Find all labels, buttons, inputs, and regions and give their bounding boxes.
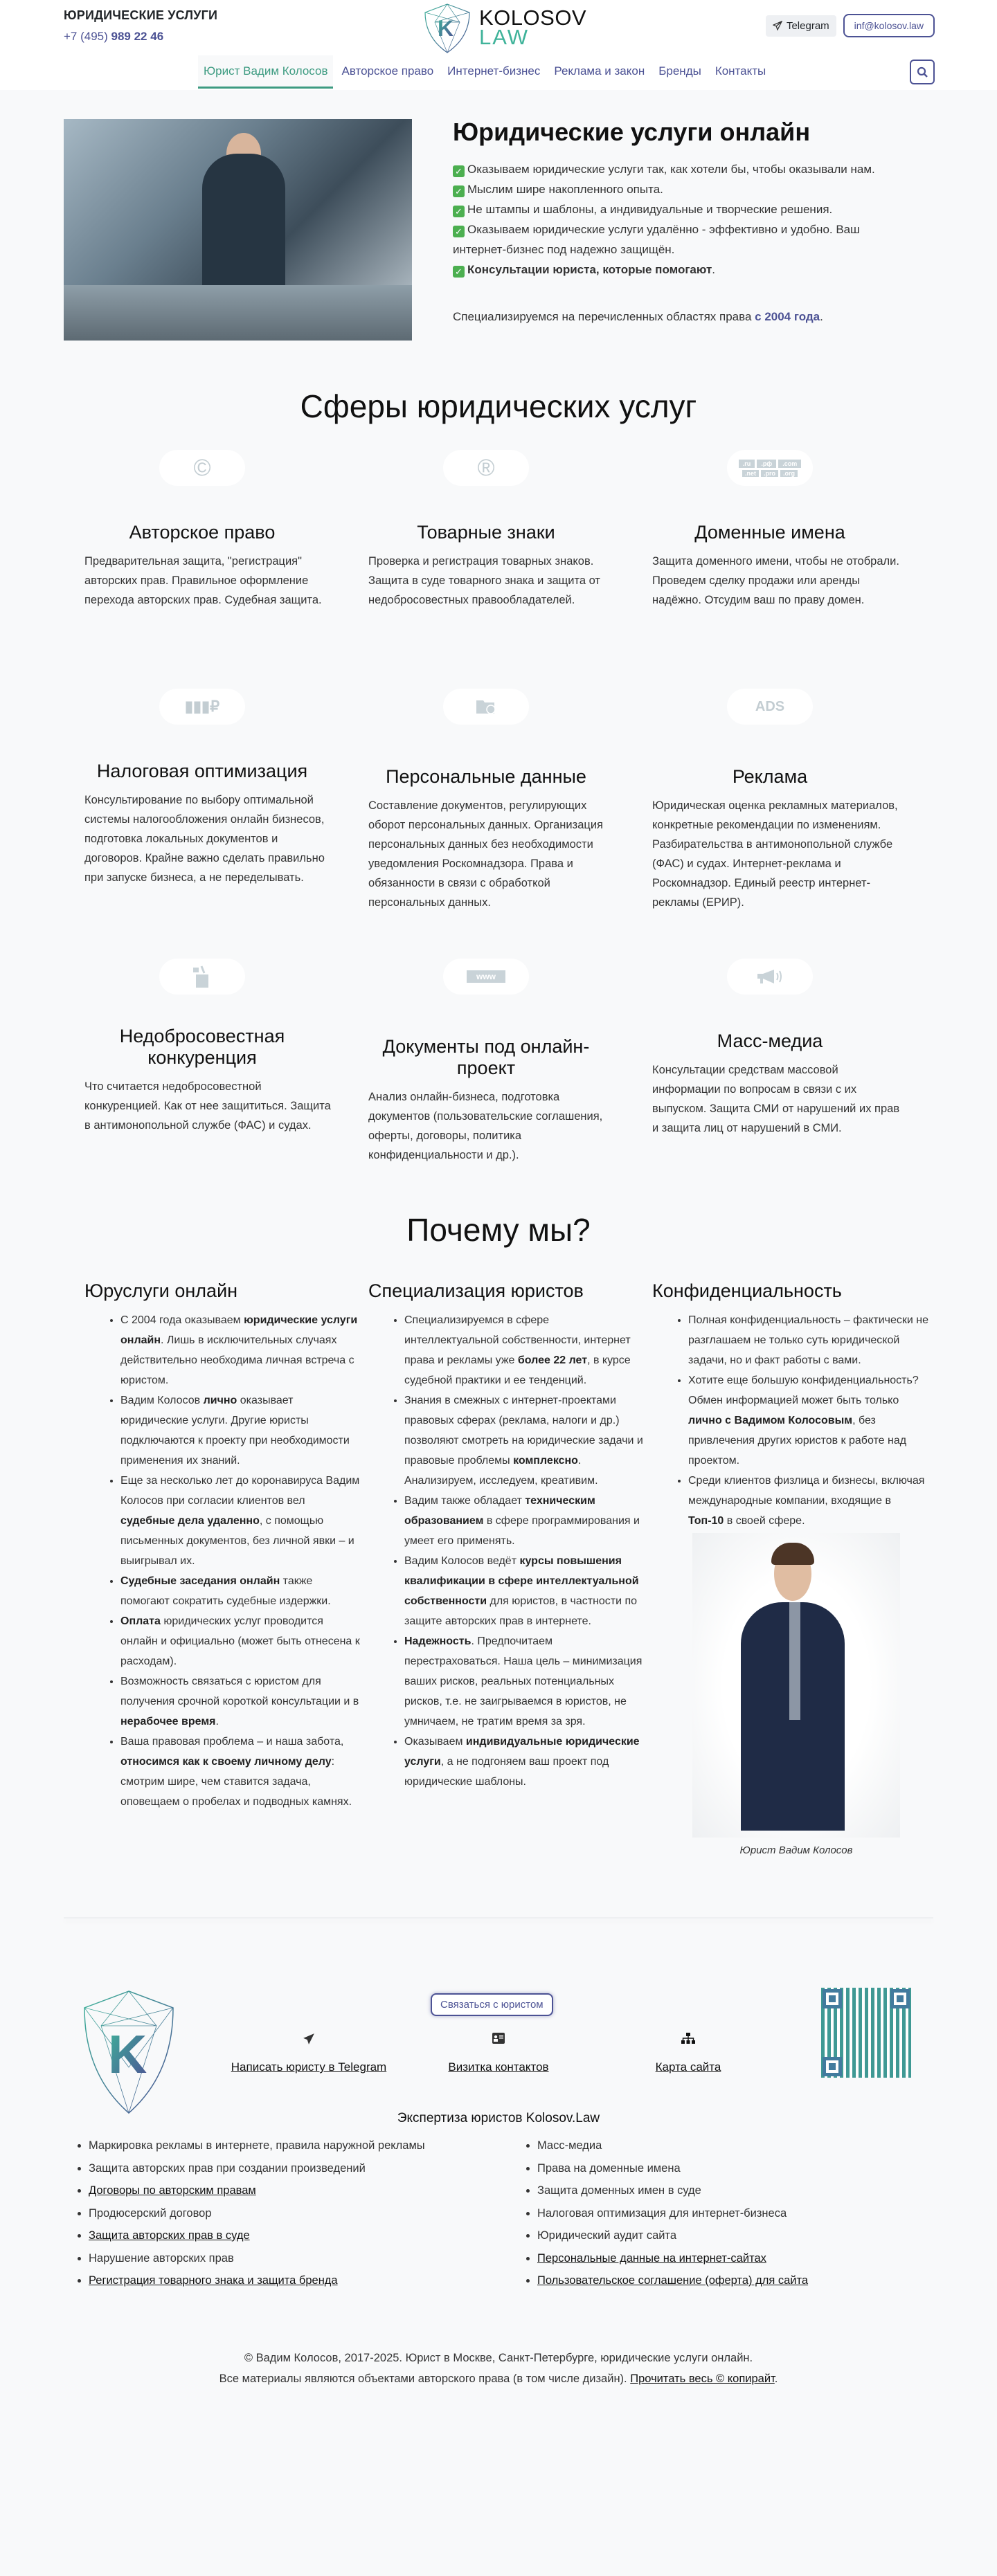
checkmark-icon: ✓ — [453, 226, 465, 237]
column-specialization — [368, 1280, 645, 1792]
service-card-tax[interactable] — [71, 689, 334, 887]
list-item: • Знания в смежных с интернет-проектами правовых сферах (реклама, налоги и др.) позволяют смотреть на юридические задачи и правовые проблемы комплексно. Анализируем, исследуем, креативим. — [404, 1390, 645, 1491]
megaphone-icon — [727, 959, 813, 995]
expertise-item[interactable] — [89, 2269, 425, 2292]
list-item: • Хотите еще большую конфиденциальность? Обмен информацией может быть только лично с Вадимом Колосовым, без привлечения других юристов к работе над проектом. — [688, 1370, 929, 1471]
list-item: • Возможность связаться с юристом для получения срочной короткой консультации и в нерабочее время. — [120, 1671, 361, 1732]
service-card-personal-data[interactable] — [354, 689, 618, 912]
service-desc: Что считается недобросовестной конкуренцией. Как от нее защититься. Защита в антимонопольной службе (ФАС) и судах. — [84, 1080, 331, 1132]
contact-card-icon — [429, 2033, 568, 2047]
service-desc: Составление документов, регулирующих оборот персональных данных. Организация персональных данных без необходимости уведомления Роскомнадзора. Права и обязанности в связи с обработкой персональных данных. — [368, 799, 603, 909]
header-left — [64, 8, 217, 44]
footer-link-contacts[interactable] — [429, 2033, 568, 2074]
specialization-list — [368, 1310, 645, 1792]
list-item: • Надежность. Предпочитаем перестраховаться. Наша цель – минимизация ваших рисков, реальных потенциальных рисков, т.е. не заигрываемся в юристов, не умничаем, не тратим время за зря. — [404, 1631, 645, 1732]
paper-plane-icon — [773, 21, 782, 30]
list-item: • Среди клиентов физлица и бизнесы, включая международные компании, входящие в Топ-10 в своей сфере. — [688, 1471, 929, 1531]
column-online-services — [84, 1280, 361, 1812]
service-title: Документы под онлайн-проект — [382, 1036, 590, 1078]
copyright-icon: © — [159, 450, 245, 486]
service-desc: Консультации средствам массовой информации по вопросам в связи с их выпуском. Защита СМИ от нарушений их прав и защита лиц от нарушений в СМИ. — [652, 1064, 900, 1134]
service-desc: Защита доменного имени, чтобы не отобрали. Проведем сделку продажи или аренды надёжно. Отсудим ваш по праву домен. — [652, 555, 899, 606]
copyright-line: © Вадим Колосов, 2017-2025. Юрист в Москве, Санкт-Петербурге, юридические услуги онлайн. — [244, 2352, 753, 2364]
svg-text:K: K — [438, 16, 454, 41]
column-title: Юруслуги онлайн — [84, 1280, 238, 1301]
www-icon: www — [443, 959, 529, 995]
list-item: • Ваша правовая проблема – и наша забота, относимся как к своему личному делу: смотрим шире, чем ставится задача, оповещаем о пробелах и подводных камнях. — [120, 1732, 361, 1812]
site-header — [0, 0, 997, 90]
phone-prefix: +7 (495) — [64, 30, 111, 43]
site-footer — [0, 1919, 997, 2417]
service-title: Недобросовестная конкуренция — [119, 1026, 285, 1068]
svg-text:K: K — [108, 2024, 147, 2085]
service-card-online-documents[interactable] — [354, 959, 618, 1165]
service-card-domains[interactable] — [638, 450, 901, 610]
list-item: • Еще за несколько лет до коронавируса Вадим Колосов при согласии клиентов вел судебные дела удаленно, с помощью письменных документов, без личной явки – и выигрывал их. — [120, 1471, 361, 1571]
logo-text — [479, 8, 586, 47]
nav-item-brands[interactable]: Бренды — [658, 64, 701, 78]
personal-data-folder-icon — [443, 689, 529, 725]
expertise-link[interactable]: Персональные данные на интернет-сайтах — [537, 2251, 766, 2265]
expertise-list-left — [64, 2134, 425, 2292]
hero-section — [0, 90, 997, 388]
list-item: • Полная конфиденциальность – фактически не разглашаем не только суть юридической задачи, но и факт работы с вами. — [688, 1310, 929, 1370]
services-section — [0, 388, 997, 1211]
list-item: • Вадим также обладает техническим образованием в сфере программирования и умеет его применять. — [404, 1491, 645, 1551]
hero-photo-lawyer-at-desk — [64, 119, 412, 341]
telegram-link[interactable]: Написать юристу в Telegram — [231, 2060, 387, 2074]
hero-specialization: Специализируемся на перечисленных областях права с 2004 года. — [453, 310, 823, 323]
hero-point: ✓ Не штампы и шаблоны, а индивидуальные и творческие решения. — [453, 199, 882, 219]
nav-item-copyright[interactable]: Авторское право — [341, 64, 434, 78]
expertise-item[interactable] — [537, 2269, 808, 2292]
expertise-link[interactable]: Регистрация товарного знака и защита бренда — [89, 2274, 338, 2287]
expertise-link[interactable]: Пользовательское соглашение (оферта) для сайта — [537, 2274, 809, 2287]
search-button[interactable] — [910, 60, 935, 84]
nav-item-internet-business[interactable]: Интернет-бизнес — [447, 64, 541, 78]
hero-point: ✓ Оказываем юридические услуги удалённо - эффективно и удобно. Ваш интернет-бизнес под надежно защищён. — [453, 223, 860, 256]
sitemap-icon — [626, 2033, 751, 2047]
contact-lawyer-button[interactable]: Связаться с юристом — [431, 1993, 553, 2016]
header-actions — [766, 14, 935, 37]
hero-text — [453, 118, 882, 324]
service-title: Реклама — [732, 766, 808, 787]
online-services-list — [84, 1310, 361, 1812]
expertise-item: • Защита авторских прав при создании произведений — [89, 2157, 425, 2180]
service-card-mass-media[interactable] — [638, 959, 901, 1138]
service-title: Доменные имена — [694, 522, 845, 543]
why-us-section — [0, 1211, 997, 1917]
copyright-line: Все материалы являются объектами авторского права (в том числе дизайн). Прочитать весь © копирайт. — [219, 2373, 778, 2385]
logo[interactable] — [421, 1, 586, 54]
contacts-card-link[interactable]: Визитка контактов — [448, 2060, 549, 2074]
expertise-item: • Налоговая оптимизация для интернет-бизнеса — [537, 2202, 808, 2225]
list-item: • Вадим Колосов лично оказывает юридические услуги. Другие юристы подключаются к проекту при необходимости применения их знаний. — [120, 1390, 361, 1471]
footer-link-telegram[interactable] — [226, 2033, 392, 2074]
expertise-item: • Нарушение авторских прав — [89, 2247, 425, 2270]
copyright — [0, 2348, 997, 2389]
service-desc: Проверка и регистрация товарных знаков. Защита в суде товарного знака и защита от недобросовестных правообладателей. — [368, 555, 600, 606]
hero-point: ✓ Оказываем юридические услуги так, как хотели бы, чтобы оказывали нам. — [453, 159, 882, 179]
domains-icon: .ru .рф .com .net .pro .org — [727, 450, 813, 486]
expertise-link[interactable]: Защита авторских прав в суде — [89, 2229, 250, 2242]
expertise-list-right — [512, 2134, 808, 2292]
unfair-competition-icon — [159, 959, 245, 995]
column-title: Конфиденциальность — [652, 1280, 842, 1301]
expertise-item: • Защита доменных имен в суде — [537, 2179, 808, 2202]
search-icon — [917, 66, 928, 78]
hero-point: ✓ Мыслим шире накопленного опыта. — [453, 179, 882, 199]
expertise-item[interactable] — [537, 2247, 808, 2270]
service-card-unfair-competition[interactable] — [71, 959, 334, 1135]
expertise-title: Экспертиза юристов Kolosov.Law — [397, 2111, 600, 2125]
service-desc: Юридическая оценка рекламных материалов, конкретные рекомендации по изменениям. Разбирательства в антимонопольной службе (ФАС) и судах. Интернет-реклама и Роскомнадзор. Единый реестр интернет-рекламы (ЕРИР). — [652, 799, 898, 909]
list-item: • Судебные заседания онлайн также помогают сократить судебные издержки. — [120, 1571, 361, 1611]
service-desc: Анализ онлайн-бизнеса, подготовка документов (пользовательские соглашения, оферты, договоры, политика конфиденциальности и др.). — [368, 1091, 603, 1161]
service-card-copyright[interactable] — [71, 450, 334, 610]
phone-link[interactable] — [64, 30, 217, 44]
qr-code — [821, 1988, 911, 2078]
expertise-item[interactable] — [89, 2224, 425, 2247]
service-desc: Консультирование по выбору оптимальной системы налогообложения онлайн бизнесов, подготовка локальных документов и договоров. Крайне важно сделать правильно при запуске бизнеса, а не переделывать. — [84, 794, 325, 884]
ads-icon: ADS — [727, 689, 813, 725]
nav-item-contacts[interactable]: Контакты — [715, 64, 766, 78]
footer-logo[interactable] — [80, 1984, 177, 2119]
service-title: Товарные знаки — [417, 522, 555, 543]
list-item: • С 2004 года оказываем юридические услуги онлайн. Лишь в исключительных случаях действительно необходима личная встреча с юристом. — [120, 1310, 361, 1390]
service-card-advertising[interactable] — [638, 689, 901, 912]
list-item: • Оплата юридических услуг проводится онлайн и официально (может быть отнесена к расходам). — [120, 1611, 361, 1671]
lawyer-portrait-photo — [692, 1533, 900, 1838]
telegram-label: Telegram — [786, 19, 829, 32]
expertise-item: • Права на доменные имена — [537, 2157, 808, 2180]
phone-number: 989 22 46 — [111, 30, 164, 43]
expertise-item: • Масс-медиа — [537, 2134, 808, 2157]
service-card-trademarks[interactable] — [354, 450, 618, 610]
shield-logo-icon — [421, 1, 474, 54]
column-confidentiality — [652, 1280, 929, 1531]
list-item: • Оказываем индивидуальные юридические услуги, а не подгоняем ваш проект под юридические шаблоны. — [404, 1732, 645, 1792]
logo-law: LAW — [479, 25, 530, 49]
checkmark-icon: ✓ — [453, 165, 465, 177]
column-title: Специализация юристов — [368, 1280, 584, 1301]
services-title: Сферы юридических услуг — [300, 388, 697, 424]
site-tagline: ЮРИДИЧЕСКИЕ УСЛУГИ — [64, 8, 218, 22]
logo-kolosov: KOLOSOV — [479, 6, 587, 30]
registered-icon: ® — [443, 450, 529, 486]
list-item: • Вадим Колосов ведёт курсы повышения квалификации в сфере интеллектуальной собственности для юристов, в частности по защите авторских прав в интернете. — [404, 1551, 645, 1631]
main-nav — [198, 55, 774, 89]
service-title: Авторское право — [129, 522, 276, 543]
copyright-link[interactable]: Прочитать весь © копирайт — [630, 2373, 775, 2385]
service-title: Персональные данные — [386, 766, 586, 787]
sitemap-link[interactable]: Карта сайта — [655, 2060, 721, 2074]
expertise-item[interactable] — [89, 2179, 425, 2202]
service-title: Налоговая оптимизация — [96, 761, 308, 781]
checkmark-icon: ✓ — [453, 185, 465, 197]
nav-item-lawyer[interactable]: Юрист Вадим Колосов — [198, 55, 333, 89]
checkmark-icon: ✓ — [453, 266, 465, 278]
nav-item-advertising[interactable]: Реклама и закон — [554, 64, 645, 78]
checkmark-icon: ✓ — [453, 206, 465, 217]
list-item: • Специализируемся в сфере интеллектуальной собственности, интернет права и рекламы уже более 22 лет, в курсе судебной практики и ее тенденций. — [404, 1310, 645, 1390]
expertise-item: • Юридический аудит сайта — [537, 2224, 808, 2247]
expertise-item: • Продюсерский договор — [89, 2202, 425, 2225]
footer-link-sitemap[interactable] — [626, 2033, 751, 2074]
why-us-title: Почему мы? — [406, 1212, 591, 1248]
email-button[interactable]: inf@kolosov.law — [843, 14, 935, 37]
service-desc: Предварительная защита, "регистрация" авторских прав. Правильное оформление перехода авторских прав. Судебная защита. — [84, 555, 322, 606]
portrait-caption: Юрист Вадим Колосов — [739, 1844, 853, 1856]
expertise-link[interactable]: Договоры по авторским правам — [89, 2184, 256, 2197]
confidentiality-list — [652, 1310, 929, 1531]
paper-plane-icon — [226, 2033, 392, 2047]
service-title: Масс-медиа — [717, 1031, 823, 1051]
since-year-link[interactable]: с 2004 года — [755, 310, 820, 323]
shield-logo-icon — [80, 1984, 177, 2116]
hero-point: ✓ Консультации юриста, которые помогают. — [453, 260, 882, 280]
tax-chart-icon: ▮▮▮₽ — [159, 689, 245, 725]
hero-title: Юридические услуги онлайн — [453, 118, 811, 146]
telegram-button[interactable] — [766, 15, 836, 37]
expertise-item: • Маркировка рекламы в интернете, правила наружной рекламы — [89, 2134, 425, 2157]
